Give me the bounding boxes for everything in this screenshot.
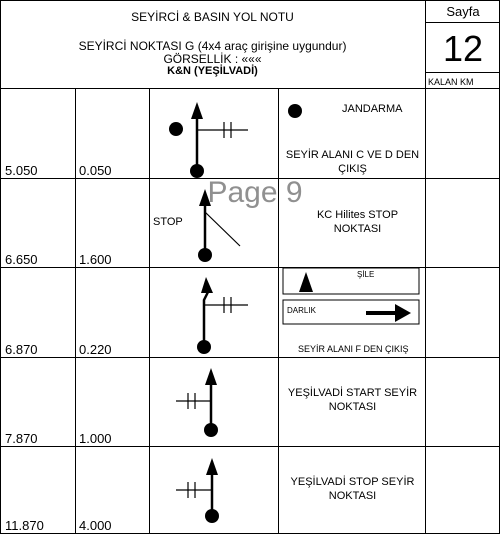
- note-stop-point: KC Hilites STOP NOKTASI: [316, 209, 399, 235]
- note-start-point: YEŞİLVADİ START SEYİR NOKTASI: [287, 387, 418, 413]
- page-watermark: Page 9: [207, 176, 303, 209]
- route-line: K&N (YEŞİLVADİ): [167, 65, 258, 77]
- note-stop-seyir-point: YEŞİLVADİ STOP SEYİR NOKTASI: [290, 476, 415, 502]
- page-label: Sayfa: [446, 4, 480, 19]
- remaining-km-label: KALAN KM: [428, 77, 474, 87]
- visibility-line: GÖRSELLİK : «««: [163, 52, 262, 66]
- total-distance: 11.870: [5, 518, 44, 533]
- document-title: SEYİRCİ & BASIN YOL NOTU: [131, 10, 294, 24]
- total-distance: 5.050: [5, 163, 38, 178]
- note-exit-c-d: SEYİR ALANI C VE D DEN ÇIKIŞ: [285, 149, 420, 175]
- start-dot-icon: [197, 340, 211, 354]
- partial-distance: 1.000: [79, 431, 112, 446]
- right-arrow-icon: [395, 304, 411, 322]
- stop-label: STOP: [153, 216, 183, 228]
- partial-distance: 0.050: [79, 163, 112, 178]
- sign-sile-label: ŞİLE: [357, 270, 375, 279]
- page-number: 12: [442, 28, 484, 69]
- tulip-diagram: [197, 277, 248, 354]
- partial-distance: 1.600: [79, 252, 112, 267]
- gendarmerie-dot-icon: [169, 122, 183, 136]
- tulip-diagram: [169, 102, 248, 178]
- gendarmerie-legend-icon: [288, 104, 302, 118]
- sign-darlik-label: DARLIK: [287, 306, 316, 315]
- partial-distance: 0.220: [79, 342, 112, 357]
- partial-distance: 4.000: [79, 518, 112, 533]
- up-arrow-icon: [299, 272, 313, 292]
- note-gendarmerie: JANDARMA: [342, 103, 403, 115]
- tulip-diagram: [176, 368, 218, 437]
- start-dot-icon: [204, 423, 218, 437]
- note-exit-f: SEYİR ALANI F DEN ÇIKIŞ: [298, 344, 409, 354]
- start-dot-icon: [205, 509, 219, 523]
- total-distance: 6.870: [5, 342, 38, 357]
- total-distance: 7.870: [5, 431, 38, 446]
- spectator-point-line: SEYİRCİ NOKTASI G (4x4 araç girişine uygundur): [78, 39, 347, 53]
- start-dot-icon: [198, 248, 212, 262]
- total-distance: 6.650: [5, 252, 38, 267]
- tulip-diagram: [176, 458, 219, 523]
